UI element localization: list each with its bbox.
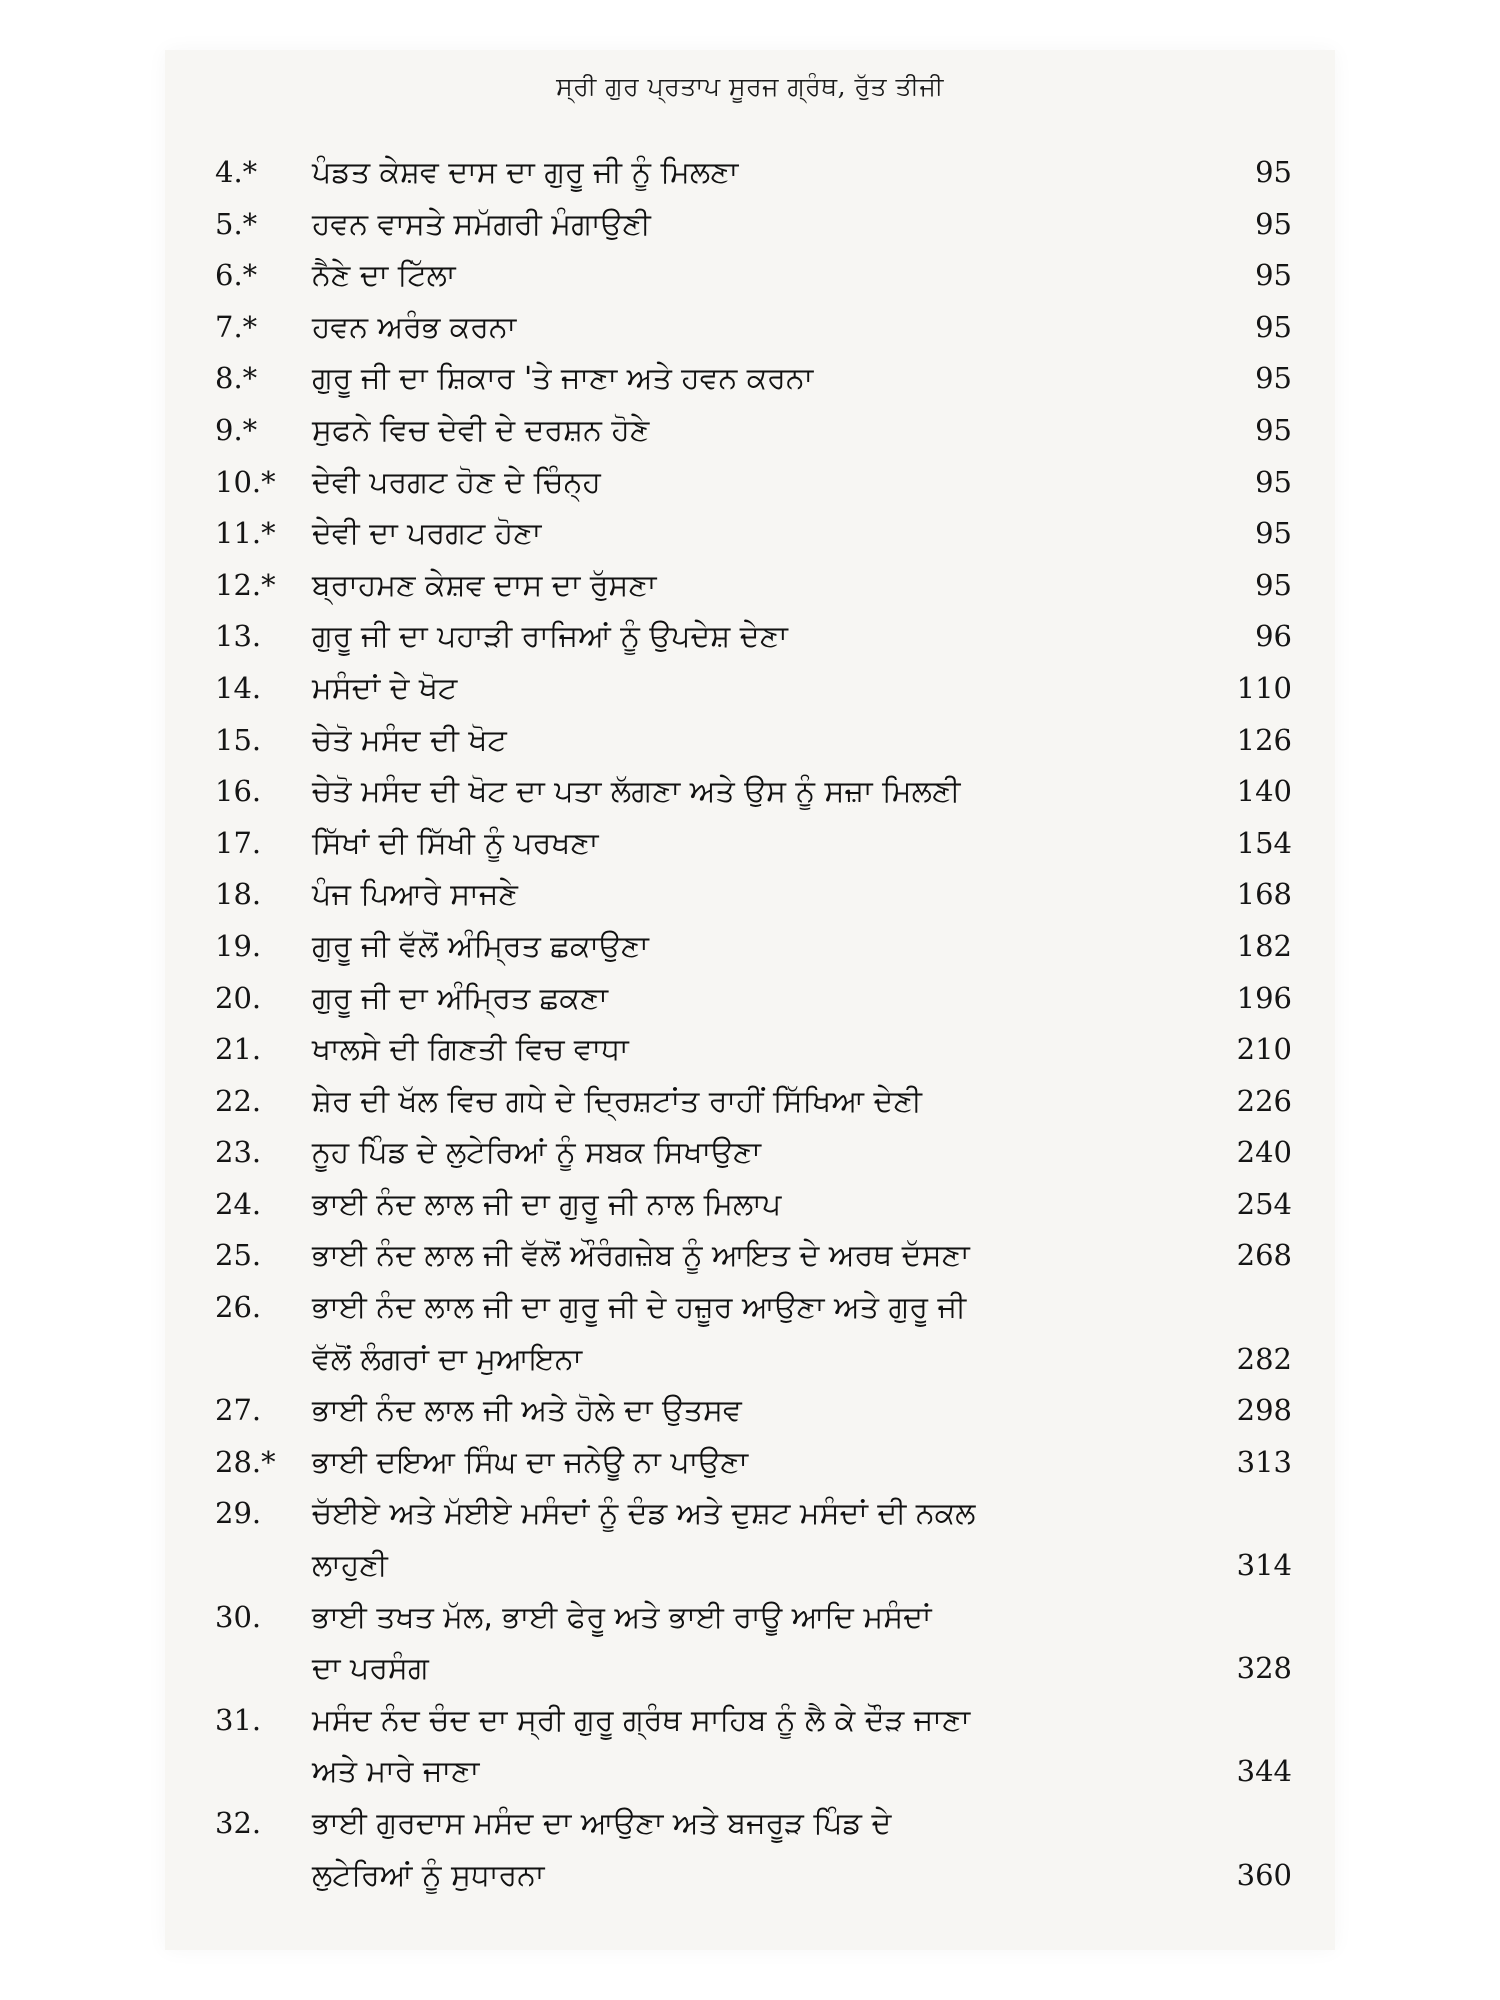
page-number: 154 [1236, 825, 1292, 860]
chapter-number: 11.* [215, 516, 276, 551]
chapter-number: 20. [215, 980, 262, 1015]
chapter-title-line: ਭਾਈ ਤਖਤ ਮੱਲ, ਭਾਈ ਫੇਰੂ ਅਤੇ ਭਾਈ ਰਾਊ ਆਦਿ ਮਸੰਦਾਂ [312, 1599, 932, 1635]
chapter-title-line: ਦੇਵੀ ਦਾ ਪਰਗਟ ਹੋਣਾ [312, 516, 542, 552]
chapter-number: 24. [215, 1186, 262, 1221]
chapter-title-line: ਵੱਲੋਂ ਲੰਗਰਾਂ ਦਾ ਮੁਆਇਨਾ [312, 1341, 583, 1377]
chapter-title-line: ਖਾਲਸੇ ਦੀ ਗਿਣਤੀ ਵਿਚ ਵਾਧਾ [312, 1032, 629, 1068]
chapter-title [312, 560, 1160, 612]
toc-entry [215, 508, 1300, 560]
chapter-number: 19. [215, 928, 262, 963]
chapter-number: 14. [215, 670, 262, 705]
chapter-title [312, 1798, 1160, 1901]
chapter-title [312, 1282, 1160, 1385]
toc-entry [215, 1076, 1300, 1128]
chapter-title-line: ਗੁਰੂ ਜੀ ਦਾ ਅੰਮ੍ਰਿਤ ਛਕਣਾ [312, 980, 608, 1016]
chapter-number: 9.* [215, 412, 258, 447]
chapter-title-line: ਮਸੰਦ ਨੰਦ ਚੰਦ ਦਾ ਸ੍ਰੀ ਗੁਰੂ ਗ੍ਰੰਥ ਸਾਹਿਬ ਨੂੰ ਲੈ ਕੇ ਦੌੜ ਜਾਣਾ [312, 1702, 971, 1738]
toc-entry [215, 1695, 1300, 1798]
chapter-number: 30. [215, 1599, 262, 1634]
toc-entry [215, 766, 1300, 818]
chapter-title [312, 611, 1160, 663]
toc-entry [215, 1282, 1300, 1385]
chapter-title-line: ਦਾ ਪਰਸੰਗ [312, 1651, 429, 1687]
chapter-title-line: ਗੁਰੂ ਜੀ ਵੱਲੋਂ ਅੰਮ੍ਰਿਤ ਛਕਾਉਣਾ [312, 928, 649, 964]
chapter-title-line: ਭਾਈ ਗੁਰਦਾਸ ਮਸੰਦ ਦਾ ਆਉਣਾ ਅਤੇ ਬਜਰੂੜ ਪਿੰਡ ਦੇ [312, 1806, 892, 1841]
toc-entry [215, 405, 1300, 457]
chapter-title [312, 818, 1160, 870]
chapter-number: 29. [215, 1496, 262, 1531]
chapter-title-line: ਹਵਨ ਵਾਸਤੇ ਸਮੱਗਰੀ ਮੰਗਾਉਣੀ [312, 206, 651, 242]
chapter-title [312, 1385, 1160, 1437]
toc-entry [215, 1488, 1300, 1591]
chapter-number: 25. [215, 1238, 262, 1273]
chapter-title [312, 1179, 1160, 1231]
chapter-title-line: ਪੰਜ ਪਿਆਰੇ ਸਾਜਣੇ [312, 877, 518, 913]
chapter-title [312, 973, 1160, 1025]
chapter-title-line: ਚੇਤੋ ਮਸੰਦ ਦੀ ਖੋਟ ਦਾ ਪਤਾ ਲੱਗਣਾ ਅਤੇ ਉਸ ਨੂੰ ਸਜ਼ਾ ਮਿਲਣੀ [312, 774, 961, 810]
toc-entry [215, 199, 1300, 251]
chapter-title [312, 353, 1160, 405]
chapter-number: 22. [215, 1083, 262, 1118]
chapter-title [312, 250, 1160, 302]
chapter-title-line: ਲਾਹੁਣੀ [312, 1548, 388, 1584]
toc-entry [215, 663, 1300, 715]
toc-entry [215, 818, 1300, 870]
chapter-title-line: ਭਾਈ ਨੰਦ ਲਾਲ ਜੀ ਵੱਲੋਂ ਔਰੰਗਜ਼ੇਬ ਨੂੰ ਆਇਤ ਦੇ ਅਰਥ ਦੱਸਣਾ [312, 1238, 970, 1274]
chapter-title-line: ਲੁਟੇਰਿਆਂ ਨੂੰ ਸੁਧਾਰਨਾ [312, 1857, 545, 1893]
toc-entry [215, 457, 1300, 509]
page-number: 95 [1255, 309, 1292, 344]
chapter-title [312, 199, 1160, 251]
running-header: ਸ੍ਰੀ ਗੁਰ ਪ੍ਰਤਾਪ ਸੂਰਜ ਗ੍ਰੰਥ, ਰੁੱਤ ਤੀਜੀ [556, 72, 944, 101]
page-number: 360 [1236, 1857, 1292, 1892]
chapter-number: 32. [215, 1806, 262, 1840]
chapter-number: 10.* [215, 464, 276, 499]
toc-entry [215, 1385, 1300, 1437]
page-number: 95 [1255, 155, 1292, 189]
page-number: 95 [1255, 206, 1292, 241]
chapter-title [312, 1230, 1160, 1282]
chapter-number: 23. [215, 1135, 262, 1170]
page-number: 110 [1236, 670, 1292, 705]
page-number: 268 [1236, 1238, 1292, 1273]
page-number: 95 [1255, 464, 1292, 499]
toc-entry [215, 1798, 1300, 1901]
chapter-title-line: ਭਾਈ ਨੰਦ ਲਾਲ ਜੀ ਅਤੇ ਹੋਲੇ ਦਾ ਉਤਸਵ [312, 1393, 742, 1429]
page-number: 254 [1236, 1186, 1292, 1221]
chapter-title-line: ਭਾਈ ਨੰਦ ਲਾਲ ਜੀ ਦਾ ਗੁਰੂ ਜੀ ਦੇ ਹਜ਼ੂਰ ਆਉਣਾ ਅਤੇ ਗੁਰੂ ਜੀ [312, 1290, 967, 1326]
chapter-title-line: ਮਸੰਦਾਂ ਦੇ ਖੋਟ [312, 670, 458, 706]
chapter-title-line: ਪੰਡਤ ਕੇਸ਼ਵ ਦਾਸ ਦਾ ਗੁਰੂ ਜੀ ਨੂੰ ਮਿਲਣਾ [312, 155, 739, 190]
toc-entry [215, 1437, 1300, 1489]
chapter-number: 18. [215, 877, 262, 912]
page-number: 182 [1236, 928, 1292, 963]
chapter-number: 21. [215, 1032, 262, 1067]
chapter-number: 5.* [215, 206, 258, 241]
chapter-title [312, 663, 1160, 715]
table-of-contents [215, 147, 1300, 1901]
chapter-number: 17. [215, 825, 262, 860]
toc-entry [215, 973, 1300, 1025]
chapter-title-line: ਚੱਈਏ ਅਤੇ ਮੱਈਏ ਮਸੰਦਾਂ ਨੂੰ ਦੰਡ ਅਤੇ ਦੁਸ਼ਟ ਮਸੰਦਾਂ ਦੀ ਨਕਲ [312, 1496, 976, 1532]
chapter-number: 7.* [215, 309, 258, 344]
chapter-title [312, 1488, 1160, 1591]
toc-entry [215, 715, 1300, 767]
toc-entry [215, 250, 1300, 302]
toc-entry [215, 869, 1300, 921]
page-number: 210 [1236, 1032, 1292, 1067]
chapter-title-line: ਭਾਈ ਦਇਆ ਸਿੰਘ ਦਾ ਜਨੇਊ ਨਾ ਪਾਉਣਾ [312, 1444, 749, 1480]
chapter-title [312, 457, 1160, 509]
chapter-title [312, 147, 1160, 199]
chapter-title [312, 508, 1160, 560]
page-number: 140 [1236, 774, 1292, 809]
toc-entry [215, 1230, 1300, 1282]
chapter-number: 31. [215, 1702, 262, 1737]
chapter-title-line: ਬ੍ਰਾਹਮਣ ਕੇਸ਼ਵ ਦਾਸ ਦਾ ਰੁੱਸਣਾ [312, 567, 657, 603]
chapter-title-line: ਗੁਰੂ ਜੀ ਦਾ ਪਹਾੜੀ ਰਾਜਿਆਂ ਨੂੰ ਉਪਦੇਸ਼ ਦੇਣਾ [312, 619, 788, 655]
chapter-title-line: ਸ਼ੇਰ ਦੀ ਖੱਲ ਵਿਚ ਗਧੇ ਦੇ ਦ੍ਰਿਸ਼ਟਾਂਤ ਰਾਹੀਂ ਸਿੱਖਿਆ ਦੇਣੀ [312, 1083, 922, 1119]
chapter-number: 16. [215, 774, 262, 809]
chapter-number: 13. [215, 619, 262, 654]
chapter-title [312, 405, 1160, 457]
page-number: 226 [1236, 1083, 1292, 1118]
page-number: 282 [1236, 1341, 1292, 1376]
chapter-title-line: ਚੇਤੋ ਮਸੰਦ ਦੀ ਖੋਟ [312, 722, 507, 758]
chapter-number: 8.* [215, 361, 258, 396]
toc-entry [215, 1127, 1300, 1179]
page-number: 314 [1236, 1548, 1292, 1583]
chapter-title [312, 1024, 1160, 1076]
page-number: 313 [1236, 1444, 1292, 1479]
toc-entry [215, 147, 1300, 199]
chapter-title-line: ਦੇਵੀ ਪਰਗਟ ਹੋਣ ਦੇ ਚਿੰਨ੍ਹ [312, 464, 601, 500]
chapter-title-line: ਭਾਈ ਨੰਦ ਲਾਲ ਜੀ ਦਾ ਗੁਰੂ ਜੀ ਨਾਲ ਮਿਲਾਪ [312, 1186, 782, 1222]
chapter-number: 4.* [215, 155, 258, 189]
chapter-title [312, 715, 1160, 767]
page-number: 96 [1255, 619, 1292, 654]
chapter-title-line: ਸਿੱਖਾਂ ਦੀ ਸਿੱਖੀ ਨੂੰ ਪਰਖਣਾ [312, 825, 599, 861]
chapter-title-line: ਗੁਰੂ ਜੀ ਦਾ ਸ਼ਿਕਾਰ 'ਤੇ ਜਾਣਾ ਅਤੇ ਹਵਨ ਕਰਨਾ [312, 361, 814, 397]
toc-entry [215, 302, 1300, 354]
toc-entry [215, 1024, 1300, 1076]
chapter-number: 28.* [215, 1444, 276, 1479]
page-number: 298 [1236, 1393, 1292, 1428]
toc-entry [215, 353, 1300, 405]
chapter-number: 27. [215, 1393, 262, 1428]
chapter-title [312, 1437, 1160, 1489]
chapter-number: 6.* [215, 258, 258, 293]
chapter-title [312, 921, 1160, 973]
chapter-number: 15. [215, 722, 262, 757]
page-number: 95 [1255, 412, 1292, 447]
page-number: 344 [1236, 1754, 1292, 1789]
chapter-title [312, 869, 1160, 921]
chapter-title-line: ਹਵਨ ਅਰੰਭ ਕਰਨਾ [312, 309, 517, 345]
chapter-number: 12.* [215, 567, 276, 602]
chapter-title-line: ਨੈਣੇ ਦਾ ਟਿੱਲਾ [312, 258, 456, 294]
chapter-title-line: ਨੂਹ ਪਿੰਡ ਦੇ ਲੁਟੇਰਿਆਂ ਨੂੰ ਸਬਕ ਸਿਖਾਉਣਾ [312, 1135, 761, 1171]
page-number: 328 [1236, 1651, 1292, 1686]
toc-entry [215, 921, 1300, 973]
toc-entry [215, 611, 1300, 663]
toc-entry [215, 1179, 1300, 1231]
chapter-title [312, 1592, 1160, 1695]
toc-entry [215, 1592, 1300, 1695]
page-number: 95 [1255, 567, 1292, 602]
page-number: 196 [1236, 980, 1292, 1015]
toc-entry [215, 560, 1300, 612]
page-number: 95 [1255, 516, 1292, 551]
page-number: 95 [1255, 361, 1292, 396]
page-number: 126 [1236, 722, 1292, 757]
chapter-title [312, 1695, 1160, 1798]
page-number: 168 [1236, 877, 1292, 912]
chapter-number: 26. [215, 1290, 262, 1325]
page-number: 240 [1236, 1135, 1292, 1170]
chapter-title-line: ਅਤੇ ਮਾਰੇ ਜਾਣਾ [312, 1754, 480, 1790]
chapter-title [312, 1127, 1160, 1179]
chapter-title-line: ਸੁਫਨੇ ਵਿਚ ਦੇਵੀ ਦੇ ਦਰਸ਼ਨ ਹੋਣੇ [312, 412, 650, 448]
chapter-title [312, 302, 1160, 354]
chapter-title [312, 1076, 1160, 1128]
page-number: 95 [1255, 258, 1292, 293]
chapter-title [312, 766, 1160, 818]
